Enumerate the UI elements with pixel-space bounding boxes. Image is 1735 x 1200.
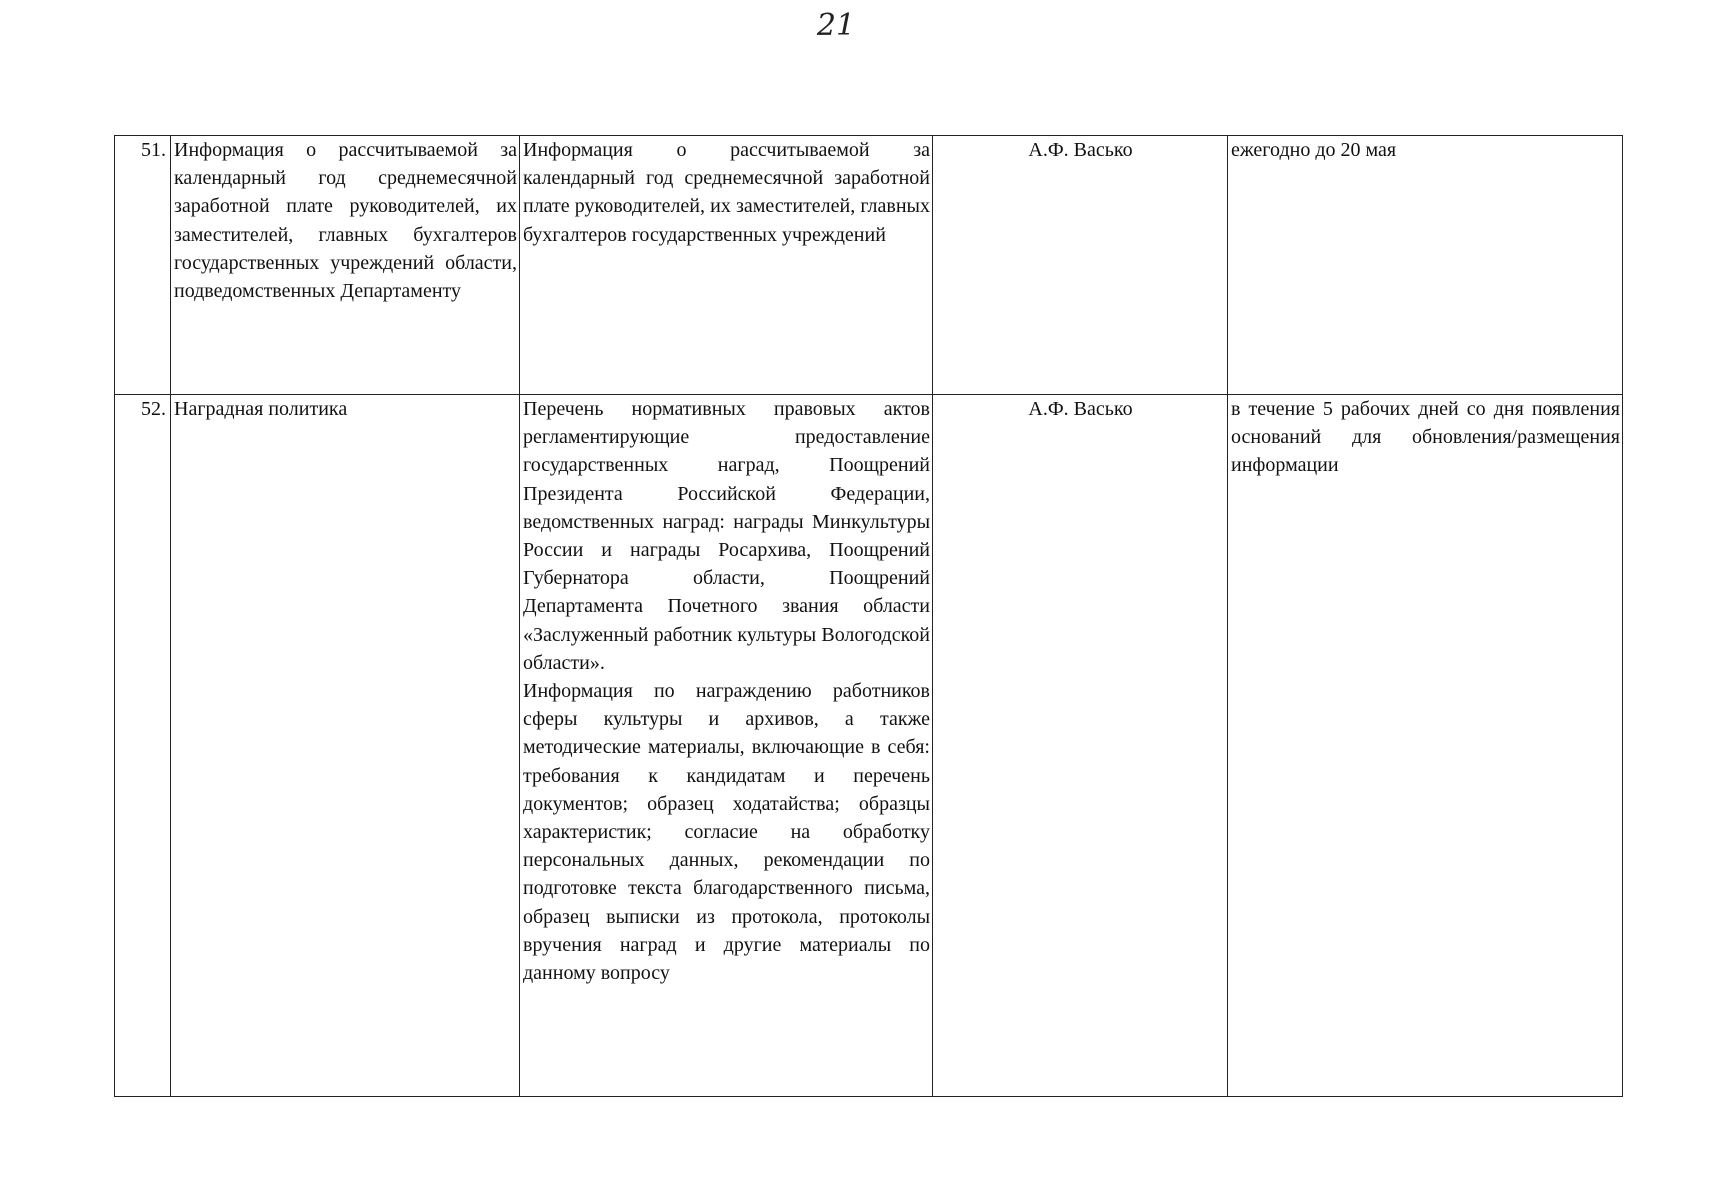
row-number: 52. [115, 395, 171, 1097]
table-row [115, 395, 1623, 1097]
deadline: ежегодно до 20 мая [1228, 136, 1623, 395]
row-number: 51. [115, 136, 171, 395]
item-name: Наградная политика [171, 395, 520, 1097]
content-paragraph: Перечень нормативных правовых актов регламентирующие предоставление государственных наград, Поощрений Президента Российской Федерации, ведомственных наград: награды Минкультуры России и награды Росархива, Поощрений Губернатора области, Поощрений Департамента Почетного звания области «Заслуженный работник культуры Вологодской области». [523, 398, 930, 674]
item-content [520, 395, 933, 1097]
table-row [115, 136, 1623, 395]
item-content [520, 136, 933, 395]
page-number: 21 [816, 8, 856, 43]
content-paragraph: Информация о рассчитываемой за календарный год среднемесячной заработной плате руководителей, их заместителей, главных бухгалтеров государственных учреждений [523, 139, 930, 246]
content-paragraph: Информация по награждению работников сферы культуры и архивов, а также методические материалы, включающие в себя: требования к кандидатам и перечень документов; образец ходатайства; образцы характеристик; согласие на обработку персональных данных, рекомендации по подготовке текста благодарственного письма, образец выписки из протокола, протоколы вручения наград и другие материалы по данному вопросу [523, 680, 930, 985]
item-name: Информация о рассчитываемой за календарный год среднемесячной заработной плате руководителей, их заместителей, главных бухгалтеров государственных учреждений области, подведомственных Департаменту [171, 136, 520, 395]
deadline: в течение 5 рабочих дней со дня появления оснований для обновления/размещения информации [1228, 395, 1623, 1097]
responsible-person: А.Ф. Васько [933, 136, 1228, 395]
responsible-person: А.Ф. Васько [933, 395, 1228, 1097]
document-table [114, 135, 1623, 1097]
